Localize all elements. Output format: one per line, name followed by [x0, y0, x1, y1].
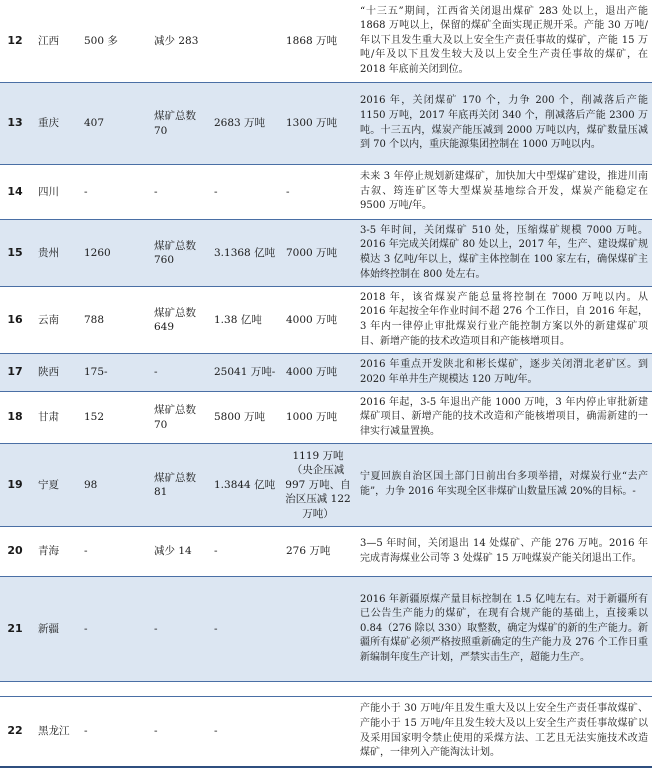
policy-description-cell: 产能小于 30 万吨/年且发生重大及以上安全生产责任事故煤矿、产能小于 15 万吨/年且发生较大及以上安全生产责任事故煤矿以及采用国家明令禁止使用的采煤方法、工艺且无法实施技术改造煤矿，一律列入产能淘汰计划。 — [360, 703, 648, 759]
capacity-reduction-cell: 1000 万吨 — [286, 411, 338, 424]
policy-description-cell: “十三五”期间，江西省关闭退出煤矿 283 处以上，退出产能 1868 万吨以上，保留的煤矿全面实现正规开采。产能 30 万吨/年以下且发生重大及以上安全生产责任事故的煤矿，产能 15 万吨/年及以下且发生较大及以上安全生产责任事故的煤矿，在 2018 年底前关闭到位。 — [360, 5, 648, 75]
current-capacity-cell: 2683 万吨 — [214, 117, 266, 130]
table-row — [0, 577, 652, 682]
row-number: 16 — [7, 312, 23, 326]
province-cell: 重庆 — [38, 117, 59, 130]
mine-change-cell: 煤矿总数 81 — [154, 471, 196, 498]
row-number: 17 — [7, 365, 23, 379]
capacity-reduction-cell: 1119 万吨（央企压减 997 万吨、自治区压减 122 万吨） — [285, 449, 351, 520]
mine-change-cell: 减少 14 — [154, 545, 192, 558]
row-number: 14 — [7, 184, 23, 198]
province-cell: 云南 — [38, 313, 59, 326]
mine-count-cell: 98 — [84, 478, 98, 491]
row-number: 18 — [7, 410, 23, 424]
capacity-reduction-cell: 4000 万吨 — [286, 313, 338, 326]
row-number: 20 — [7, 544, 23, 558]
policy-description-cell: 2016 年，关闭煤矿 170 个，力争 200 个，削减落后产能 1150 万吨，2017 年底再关闭 340 个，削减落后产能 2300 万吨。十三五内，煤炭产能压减到 2000 万吨以内，煤矿数量压减到 70 个以内，重庆能源集团控制在 1000 万吨以内。 — [360, 95, 648, 151]
table-row — [0, 444, 652, 527]
table-row — [0, 83, 652, 165]
policy-description-cell: 未来 3 年停止规划新建煤矿，加快加大中型煤矿建设，推进川南古叙、筠连矿区等大型煤炭基地综合开发，煤炭产能稳定在 9500 万吨/年。 — [360, 171, 648, 212]
policy-description-cell: 3-5 年时间，关闭煤矿 510 处，压缩煤矿规模 7000 万吨。2016 年完成关闭煤矿 80 处以上，2017 年，生产、建设煤矿规模达 3 亿吨/年以上，煤矿主体控制在 100 家左右，确保煤矿主体始终控制在 800 处左右。 — [360, 224, 648, 280]
row-number: 15 — [7, 245, 23, 259]
mine-change-cell: - — [154, 622, 158, 635]
province-cell: 四川 — [38, 185, 59, 198]
mine-change-cell: - — [154, 725, 158, 738]
policy-description-cell: 2016 年新疆原煤产量目标控制在 1.5 亿吨左右。对于新疆所有已公告生产能力的煤矿，在现有合规产能的基础上，直接乘以 0.84（276 除以 330）取整数，确定为煤矿的新的生产能力。新疆所有煤矿必须严格按照重新确定的生产能力及 276 个工作日重新编制年度生产计划，严禁实击生产，超能力生产。 — [360, 593, 648, 663]
policy-description-cell: 2016 年重点开发陕北和彬长煤矿，逐步关闭渭北老矿区。到 2020 年单井生产规模达 120 万吨/年。 — [360, 358, 648, 385]
mine-count-cell: 152 — [84, 411, 105, 424]
current-capacity-cell: 1.38 亿吨 — [214, 313, 262, 326]
mine-change-cell: 煤矿总数 70 — [154, 110, 196, 137]
capacity-reduction-cell: 4000 万吨 — [286, 366, 338, 379]
table-row — [0, 696, 652, 768]
mine-count-cell: 1260 — [84, 246, 111, 259]
table-row — [0, 287, 652, 354]
mine-count-cell: 407 — [84, 117, 105, 130]
capacity-reduction-cell: 1300 万吨 — [286, 117, 338, 130]
capacity-reduction-cell: 276 万吨 — [286, 545, 331, 558]
policy-description-cell: 宁夏回族自治区国土部门日前出台多项举措，对煤炭行业“去产能”，力争 2016 年实现全区非煤矿山数量压减 20%的目标。- — [360, 471, 648, 497]
province-cell: 黑龙江 — [38, 725, 70, 738]
row-number: 13 — [7, 116, 23, 130]
province-cell: 青海 — [38, 545, 59, 558]
policy-description-cell: 2016 年起，3-5 年退出产能 1000 万吨，3 年内停止审批新建煤矿项目、新增产能的技术改造和产能核增项目，确需新建的一律实行减量置换。 — [360, 396, 648, 437]
province-cell: 甘肃 — [38, 411, 59, 424]
mine-count-cell: - — [84, 185, 88, 198]
mine-change-cell: 煤矿总数 649 — [154, 306, 196, 333]
mine-change-cell: 煤矿总数 760 — [154, 239, 196, 266]
table-row — [0, 0, 652, 83]
mine-count-cell: - — [84, 725, 88, 738]
capacity-reduction-cell — [282, 697, 354, 766]
table-row — [0, 220, 652, 287]
capacity-reduction-cell: - — [286, 185, 290, 198]
table-row — [0, 165, 652, 220]
current-capacity-cell — [210, 0, 282, 82]
current-capacity-cell: 1.3844 亿吨 — [214, 478, 276, 491]
province-cell: 贵州 — [38, 246, 59, 259]
policy-description-cell: 2018 年，该省煤炭产能总量将控制在 7000 万吨以内。从 2016 年起按全年作业时间不超 276 个工作日，自 2016 年起，3 年内一律停止审批煤炭行业产能控制方案以外的新建煤矿项目、新增产能的技术改造项目和产能核增项目。 — [360, 291, 648, 347]
mine-change-cell: - — [154, 185, 158, 198]
current-capacity-cell: 3.1368 亿吨 — [214, 246, 276, 259]
mine-count-cell: 500 多 — [84, 34, 118, 47]
mine-change-cell: 煤矿总数 70 — [154, 404, 196, 431]
capacity-reduction-cell: 7000 万吨 — [286, 246, 338, 259]
table-row — [0, 527, 652, 577]
table-row — [0, 392, 652, 444]
current-capacity-cell: - — [214, 725, 218, 738]
current-capacity-cell: - — [214, 185, 218, 198]
current-capacity-cell: - — [214, 545, 218, 558]
current-capacity-cell: - — [214, 622, 218, 635]
mine-change-cell: - — [154, 366, 158, 379]
province-cell: 江西 — [38, 34, 59, 47]
row-number: 12 — [7, 33, 23, 47]
mine-count-cell: 788 — [84, 313, 105, 326]
policy-description-cell: 3—5 年时间，关闭退出 14 处煤矿、产能 276 万吨。2016 年完成青海煤业公司等 3 处煤矿 15 万吨煤炭产能关闭退出工作。 — [360, 537, 648, 564]
table-row — [0, 354, 652, 392]
table-gap — [0, 682, 652, 696]
capacity-reduction-cell — [282, 577, 354, 681]
current-capacity-cell: 5800 万吨 — [214, 411, 266, 424]
mine-count-cell: - — [84, 622, 88, 635]
province-cell: 宁夏 — [38, 478, 59, 491]
row-number: 19 — [7, 477, 23, 491]
current-capacity-cell: 25041 万吨- — [214, 366, 276, 379]
mine-count-cell: - — [84, 545, 88, 558]
capacity-reduction-cell: 1868 万吨 — [286, 34, 338, 47]
row-number: 22 — [7, 724, 23, 738]
mine-count-cell: 175- — [84, 366, 108, 379]
province-cell: 陕西 — [38, 366, 59, 379]
mine-change-cell: 减少 283 — [154, 34, 199, 47]
province-cell: 新疆 — [38, 622, 59, 635]
row-number: 21 — [7, 621, 23, 635]
